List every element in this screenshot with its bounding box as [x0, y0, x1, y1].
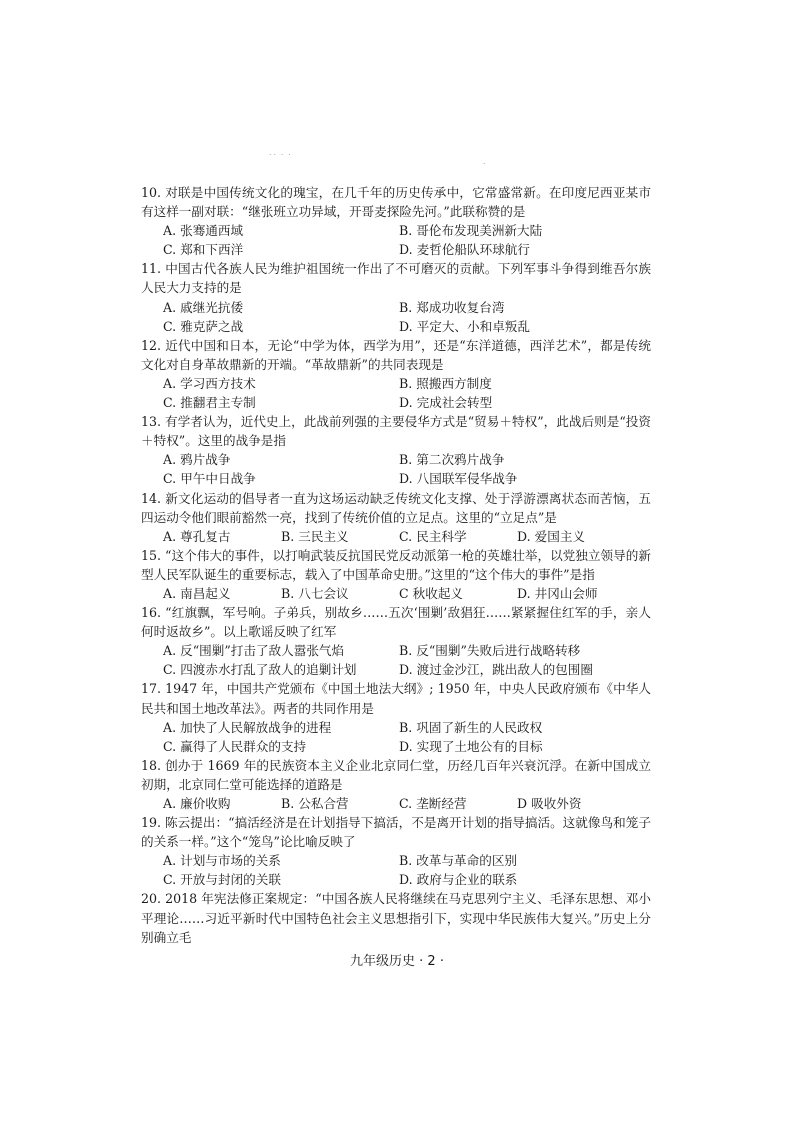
answer-option: C. 雅克萨之战	[163, 318, 244, 334]
question-block	[141, 412, 651, 488]
answer-option: D. 井冈山会师	[517, 585, 598, 601]
answer-option: B. 哥伦布发现美洲新大陆	[399, 223, 543, 239]
answer-option: A. 南昌起义	[163, 585, 231, 601]
answer-option: C. 民主科学	[399, 528, 467, 544]
answer-option: D 吸收外资	[517, 796, 582, 811]
question-stem: 17. 1947 年，中国共产党颁布《中国土地法大纲》; 1950 年，中央人民政府颁布《中华人民共和国土地改革法》。两者的共同作用是	[141, 681, 651, 716]
answer-option: B. 第二次鸦片战争	[399, 452, 505, 468]
answer-option: D. 实现了土地公有的目标	[399, 738, 543, 754]
answer-options	[141, 527, 651, 546]
answer-option: A. 学习西方技术	[163, 375, 256, 391]
answer-options	[141, 641, 651, 679]
question-block	[141, 489, 651, 546]
answer-options	[141, 374, 651, 412]
answer-option: D. 政府与企业的联系	[399, 872, 518, 888]
question-stem: 16. “红旗飘，军号响。子弟兵，别故乡……五次‘围剿’敌猖狂……紧紧握住红军的手，亲人何时返故乡”。以上歌谣反映了红军	[141, 605, 651, 640]
answer-options	[141, 794, 651, 813]
answer-option: C. 四渡赤水打乱了敌人的追剿计划	[163, 662, 357, 678]
question-block	[141, 813, 651, 889]
answer-option: D. 平定大、小和卓叛乱	[399, 318, 530, 334]
question-stem: 10. 对联是中国传统文化的瑰宝，在几千年的历史传承中，它常盛常新。在印度尼西亚某市有这样一副对联：“继张班立功异域，开哥麦探险先河。”此联称赞的是	[141, 185, 651, 220]
question-stem: 20. 2018 年宪法修正案规定：“中国各族人民将继续在马克思列宁主义、毛泽东思想、邓小平理论……习近平新时代中国特色社会主义思想指引下，实现中华民族伟大复兴。”历史上分别确立毛	[141, 891, 651, 945]
answer-option: D. 渡过金沙江，跳出敌人的包围圈	[399, 662, 593, 678]
answer-option: A. 反“围剿”打击了敌人嚣张气焰	[163, 643, 345, 659]
answer-options	[141, 221, 651, 259]
answer-option: D. 爱国主义	[517, 528, 586, 544]
answer-option: C. 开放与封闭的关联	[163, 872, 281, 888]
answer-option: A. 尊孔复古	[163, 528, 231, 544]
answer-option: B. 公私合营	[281, 796, 349, 811]
question-block	[141, 756, 651, 813]
question-block	[141, 679, 651, 755]
answer-option: B. 郑成功收复台湾	[399, 299, 505, 315]
question-block	[141, 546, 651, 603]
answer-option: C 秋收起义	[399, 585, 464, 601]
question-stem: 19. 陈云提出：“搞活经济是在计划指导下搞活，不是离开计划的指导搞活。这就像鸟和笼子的关系一样。”这个“笼鸟”论比喻反映了	[141, 815, 651, 850]
answer-options	[141, 584, 651, 603]
question-block	[141, 336, 651, 412]
answer-option: A. 廉价收购	[163, 796, 231, 811]
answer-options	[141, 718, 651, 756]
answer-option: A. 加快了人民解放战争的进程	[163, 719, 332, 735]
answer-option: C. 赢得了人民群众的支持	[163, 738, 307, 754]
question-block	[141, 889, 651, 946]
answer-option: D. 麦哲伦船队环球航行	[399, 242, 530, 258]
question-list	[141, 183, 651, 947]
answer-option: B. 反“围剿”失败后进行战略转移	[399, 643, 581, 659]
question-block	[141, 603, 651, 679]
answer-option: B. 八七会议	[281, 585, 349, 601]
scan-speck: ˙˙ ˙ ˙	[268, 154, 292, 164]
answer-option: B. 三民主义	[281, 528, 349, 544]
question-stem: 13. 有学者认为，近代史上，此战前列强的主要侵华方式是“贸易＋特权”，此战后则是“投资＋特权”。这里的战争是指	[141, 414, 651, 449]
question-stem: 15. “这个伟大的事件，以打响武装反抗国民党反动派第一枪的英雄壮举，以党独立领导的新型人民军队诞生的重要标志，载入了中国革命史册。”这里的“这个伟大的事件”是指	[141, 547, 651, 582]
question-block	[141, 183, 651, 259]
page-footer: 九年级历史 · 2 ·	[350, 954, 444, 969]
question-stem: 18. 创办于 1669 年的民族资本主义企业北京同仁堂，历经几百年兴衰沉浮。在新中国成立初期，北京同仁堂可能选择的道路是	[141, 757, 651, 792]
answer-option: A. 鸦片战争	[163, 452, 231, 468]
answer-option: B. 改革与革命的区别	[399, 853, 518, 869]
answer-options	[141, 450, 651, 488]
answer-option: D. 八国联军侵华战争	[399, 471, 518, 487]
question-stem: 12. 近代中国和日本，无论“中学为体，西学为用”，还是“东洋道德，西洋艺术”，都是传统文化对自身革故鼎新的开端。“革故鼎新”的共同表现是	[141, 337, 651, 372]
question-stem: 14. 新文化运动的倡导者一直为这场运动缺乏传统文化支撑、处于浮游漂离状态而苦恼，五四运动令他们眼前豁然一亮，找到了传统价值的立足点。这里的“立足点”是	[141, 490, 651, 525]
question-block	[141, 259, 651, 335]
answer-option: C. 甲午中日战争	[163, 471, 256, 487]
answer-option: C. 垄断经营	[399, 796, 467, 811]
answer-option: A. 张骞通西域	[163, 223, 244, 239]
question-stem: 11. 中国古代各族人民为维护祖国统一作出了不可磨灭的贡献。下列军事斗争得到维吾尔族人民大力支持的是	[141, 261, 651, 296]
answer-option: C. 郑和下西洋	[163, 242, 244, 258]
answer-option: D. 完成社会转型	[399, 395, 493, 411]
answer-option: C. 推翻君主专制	[163, 395, 256, 411]
answer-option: A. 计划与市场的关系	[163, 853, 281, 869]
answer-option: B. 照搬西方制度	[399, 375, 492, 391]
answer-option: B. 巩固了新生的人民政权	[399, 719, 543, 735]
answer-option: A. 戚继光抗倭	[163, 299, 244, 315]
answer-options	[141, 298, 651, 336]
answer-options	[141, 851, 651, 889]
scan-speck: ˙	[482, 163, 487, 173]
